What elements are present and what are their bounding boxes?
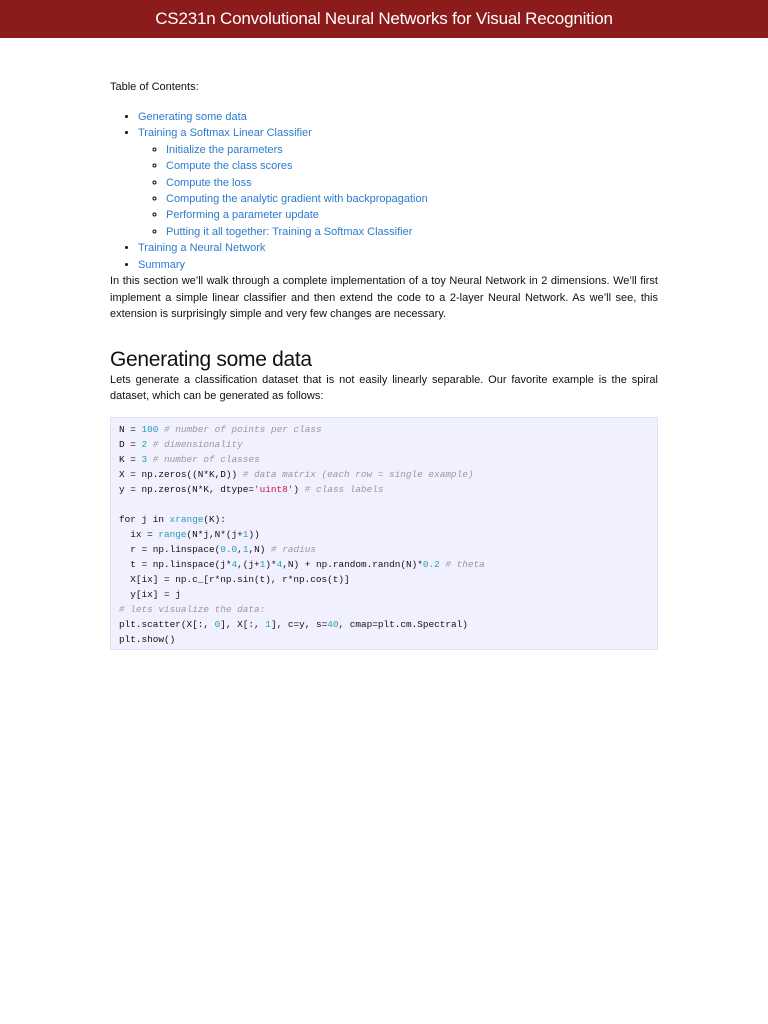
toc-item <box>138 240 658 256</box>
code-line: X = np.zeros((N*K,D)) # data matrix (each row = single example) <box>119 469 474 481</box>
site-header <box>0 0 768 38</box>
code-line: y = np.zeros(N*K, dtype='uint8') # class labels <box>119 484 384 496</box>
toc-link-compute-loss[interactable]: Compute the loss <box>166 176 252 189</box>
toc-link-class-scores[interactable]: Compute the class scores <box>166 160 293 173</box>
toc-link-analytic-gradient[interactable]: Computing the analytic gradient with backpropagation <box>166 193 428 206</box>
toc-subitem <box>166 158 658 174</box>
toc-link-softmax-classifier[interactable]: Training a Softmax Linear Classifier <box>138 127 312 140</box>
toc-item <box>138 125 658 240</box>
code-block[interactable] <box>110 417 658 650</box>
code-line: y[ix] = j <box>119 589 181 601</box>
toc-link-generating-data[interactable]: Generating some data <box>138 111 247 123</box>
section-paragraph: Lets generate a classification dataset that is not easily linearly separable. Our favorite example is the spiral dataset, which can be generated as follows: <box>110 373 658 403</box>
toc-item <box>138 109 658 125</box>
toc-title: Table of Contents: <box>110 81 199 93</box>
toc-subitem <box>166 191 658 207</box>
code-line: plt.show() <box>119 634 176 646</box>
code-line: K = 3 # number of classes <box>119 454 260 466</box>
toc-subitem <box>166 224 658 240</box>
code-line: ix = range(N*j,N*(j+1)) <box>119 529 260 541</box>
toc-subitem <box>166 142 658 158</box>
toc-sublist <box>138 142 658 240</box>
section-heading: Generating some data <box>110 347 312 371</box>
toc-link-neural-network[interactable]: Training a Neural Network <box>138 242 266 255</box>
table-of-contents <box>110 109 658 273</box>
toc-link-putting-together[interactable]: Putting it all together: Training a Softmax Classifier <box>166 225 413 238</box>
code-line: N = 100 # number of points per class <box>119 424 322 436</box>
toc-subitem <box>166 175 658 191</box>
toc-item <box>138 257 658 273</box>
main-content <box>110 81 658 650</box>
site-title-link[interactable]: CS231n Convolutional Neural Networks for Visual Recognition <box>155 9 613 28</box>
intro-paragraph: In this section we’ll walk through a complete implementation of a toy Neural Network in 2 dimensions. We’ll first implement a simple linear classifier and then extend the code to a 2-layer Neural Network. As we’ll see, this extension is surprisingly simple and very few changes are necessary. <box>110 275 658 321</box>
toc-subitem <box>166 207 658 223</box>
code-line: for j in xrange(K): <box>119 514 226 526</box>
toc-link-initialize-parameters[interactable]: Initialize the parameters <box>166 143 283 156</box>
toc-link-summary[interactable]: Summary <box>138 258 186 271</box>
code-line: X[ix] = np.c_[r*np.sin(t), r*np.cos(t)] <box>119 574 350 586</box>
toc-link-parameter-update[interactable]: Performing a parameter update <box>166 209 319 222</box>
code-line: D = 2 # dimensionality <box>119 439 243 451</box>
code-line: # lets visualize the data: <box>119 604 266 616</box>
code-line: t = np.linspace(j*4,(j+1)*4,N) + np.random.randn(N)*0.2 # theta <box>119 559 485 571</box>
code-line: plt.scatter(X[:, 0], X[:, 1], c=y, s=40, cmap=plt.cm.Spectral) <box>119 619 468 631</box>
code-line: r = np.linspace(0.0,1,N) # radius <box>119 544 316 556</box>
